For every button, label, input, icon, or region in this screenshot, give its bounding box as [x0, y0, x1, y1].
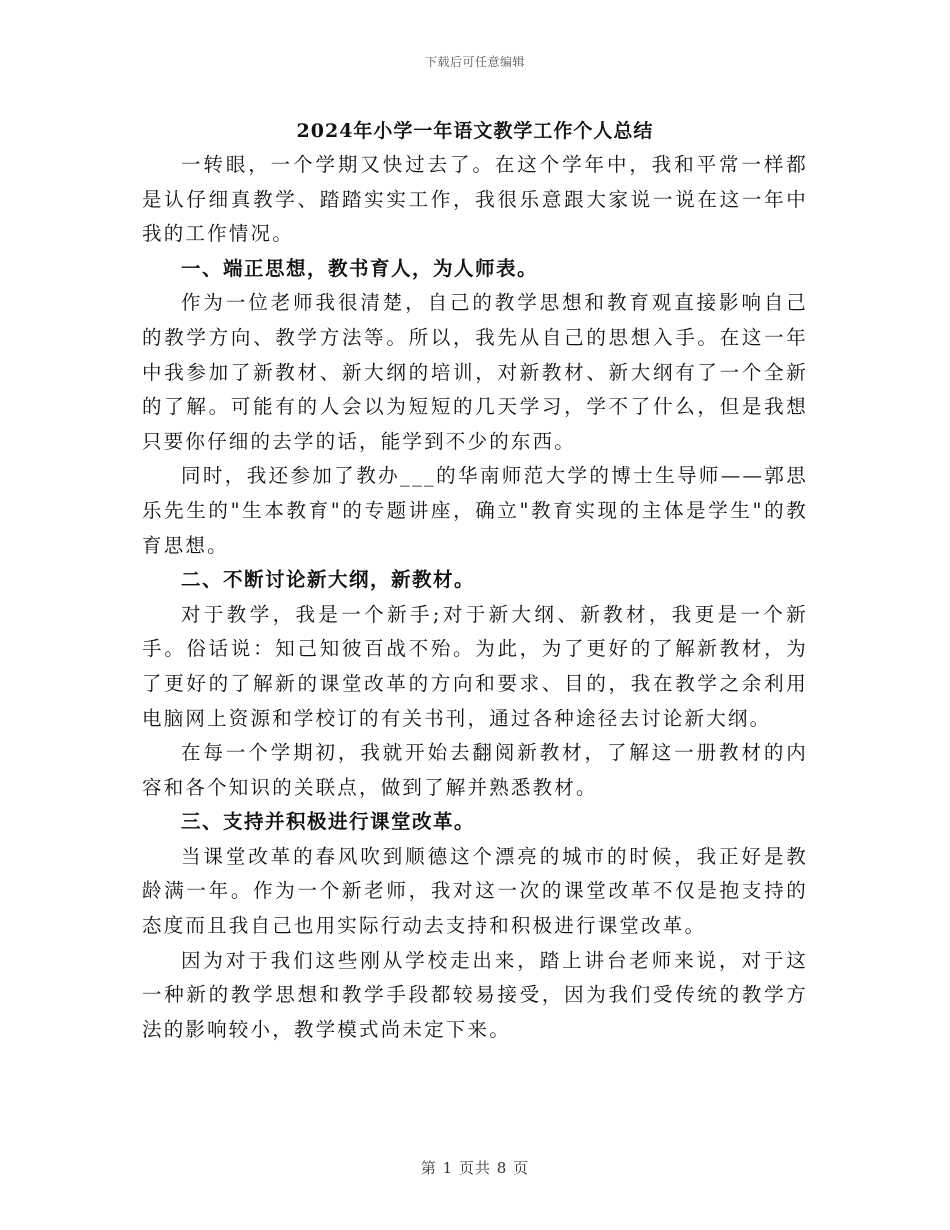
page-header-note: 下载后可任意编辑 [424, 55, 525, 69]
document-body [142, 148, 808, 1047]
document-title: 2024年小学一年语文教学工作个人总结 [296, 120, 654, 142]
paragraph: 对于教学，我是一个新手;对于新大纲、新教材，我更是一个新手。俗话说：知己知彼百战不殆。为此，为了更好的了解新教材，为了更好的了解新的课堂改革的方向和要求、目的，我在教学之余利用电脑网上资源和学校订的有关书刊，通过各种途径去讨论新大纲。 [142, 602, 808, 730]
paragraph: 一转眼，一个学期又快过去了。在这个学年中，我和平常一样都是认仔细真教学、踏踏实实工作，我很乐意跟大家说一说在这一年中我的工作情况。 [142, 153, 808, 246]
paragraph: 当课堂改革的春风吹到顺德这个漂亮的城市的时候，我正好是教龄满一年。作为一个新老师，我对这一次的课堂改革不仅是抱支持的态度而且我自己也用实际行动去支持和积极进行课堂改革。 [142, 844, 808, 938]
page-number-footer: 第 1 页共 8 页 [420, 1159, 530, 1177]
paragraph: 因为对于我们这些刚从学校走出来，踏上讲台老师来说，对于这一种新的教学思想和教学手段都较易接受，因为我们受传统的教学方法的影响较小，教学模式尚未定下来。 [142, 948, 808, 1041]
paragraph: 同时，我还参加了教办___的华南师范大学的博士生导师——郭思乐先生的"生本教育"的专题讲座，确立"教育实现的主体是学生"的教育思想。 [142, 464, 808, 557]
paragraph: 在每一个学期初，我就开始去翻阅新教材，了解这一册教材的内容和各个知识的关联点，做到了解并熟悉教材。 [142, 741, 808, 799]
section-heading: 一、端正思想，教书育人，为人师表。 [181, 256, 539, 280]
section-heading: 二、不断讨论新大纲，新教材。 [181, 568, 476, 592]
section-heading: 三、支持并积极进行课堂改革。 [181, 810, 476, 834]
paragraph: 作为一位老师我很清楚，自己的教学思想和教育观直接影响自己的教学方向、教学方法等。所以，我先从自己的思想入手。在这一年中我参加了新教材、新大纲的培训，对新教材、新大纲有了一个全新的了解。可能有的人会以为短短的几天学习，学不了什么，但是我想只要你仔细的去学的话，能学到不少的东西。 [142, 291, 808, 453]
